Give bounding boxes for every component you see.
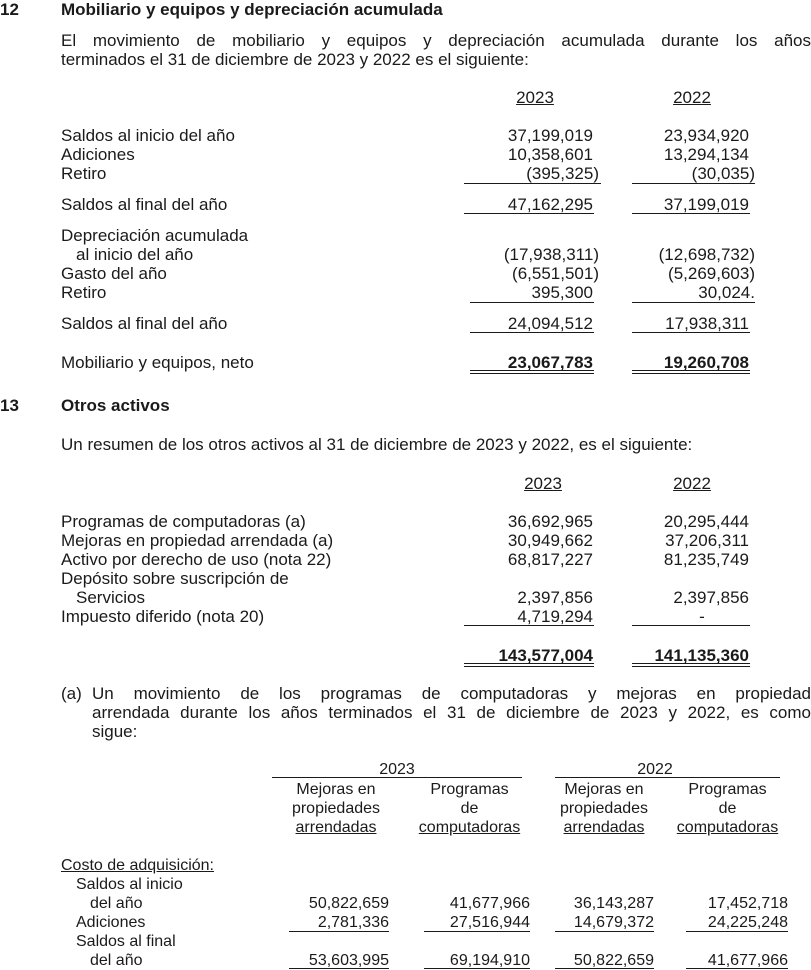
table-value: 17,452,718 [707, 895, 788, 912]
underline [289, 931, 389, 932]
col-header-mejoras: Mejoras en [296, 781, 376, 798]
note-line1: Un movimiento de los programas de computadoras y mejoras en propiedad [92, 684, 811, 703]
underline [632, 183, 755, 184]
underline [464, 625, 594, 626]
value-2023: 10,358,601 [507, 145, 593, 164]
row-label: Retiro [61, 164, 107, 183]
value-2022: 17,938,311 [665, 314, 749, 333]
col-header-programas: computadoras [418, 819, 521, 836]
row-label: Depósito sobre suscripción de [61, 569, 289, 588]
value-2023: 2,397,856 [517, 588, 593, 607]
row-label: al inicio del año [76, 245, 194, 264]
value-2022: (5,269,603) [668, 264, 755, 283]
row-label: Saldos al final del año [61, 314, 228, 333]
double-underline [632, 370, 750, 374]
table-value: 50,822,659 [308, 895, 389, 912]
value-2023: 68,817,227 [507, 550, 593, 569]
row-label: Depreciación acumulada [61, 226, 249, 245]
year-header-2022: 2022 [673, 474, 711, 493]
value-2023: 37,199,019 [507, 126, 593, 145]
underline [686, 931, 788, 932]
underline [632, 213, 750, 214]
value-2023: (6,551,501) [512, 264, 599, 283]
row-label: del año [90, 895, 143, 912]
value-2022: 23,934,920 [663, 126, 749, 145]
row-label: Retiro [61, 283, 107, 302]
section-12-intro-line2: terminados el 31 de diciembre de 2023 y 2022 es el siguiente: [61, 50, 529, 69]
double-underline [632, 663, 750, 667]
table-value: 27,516,944 [449, 914, 530, 931]
col-header-mejoras: arrendadas [563, 819, 645, 836]
value-2023: 4,719,294 [517, 607, 593, 626]
total-2023: 143,577,004 [498, 646, 593, 665]
col-header-programas: de [460, 800, 479, 817]
value-2022: 13,294,134 [663, 145, 749, 164]
row-label: Saldos al inicio del año [61, 126, 235, 145]
value-2023: 24,094,512 [507, 314, 593, 333]
table-value: 50,822,659 [573, 952, 654, 969]
total-2022: 141,135,360 [654, 646, 749, 665]
col-header-programas: Programas [430, 781, 509, 798]
double-underline [464, 663, 594, 667]
col-header-mejoras: arrendadas [295, 819, 377, 836]
underline [470, 332, 594, 333]
row-label: Adiciones [61, 145, 135, 164]
table-value: 41,677,966 [707, 952, 788, 969]
underline [632, 302, 755, 303]
col-header-programas: computadoras [676, 819, 779, 836]
row-label: Mejoras en propiedad arrendada (a) [61, 531, 334, 550]
total-2022: 19,260,708 [663, 353, 749, 372]
row-label: Saldos al inicio [76, 876, 183, 893]
table-year-2022: 2022 [637, 761, 673, 778]
row-label: del año [90, 952, 143, 969]
year-header-2023: 2023 [524, 474, 562, 493]
underline [464, 213, 594, 214]
value-2022: (30,035) [691, 164, 755, 183]
value-2023: 395,300 [531, 283, 593, 302]
table-value: 2,781,336 [317, 914, 389, 931]
table-value: 41,677,966 [449, 895, 530, 912]
value-2023: (395,325) [526, 164, 599, 183]
row-label: Activo por derecho de uso (nota 22) [61, 550, 332, 569]
section-13-title: Otros activos [61, 396, 170, 415]
note-marker: (a) [61, 684, 82, 703]
col-header-mejoras: propiedades [291, 800, 381, 817]
col-header-mejoras: Mejoras en [564, 781, 644, 798]
table-value: 53,603,995 [308, 952, 389, 969]
year-header-2022: 2022 [673, 88, 711, 107]
year-header-2023: 2023 [516, 88, 554, 107]
table-value: 24,225,248 [707, 914, 788, 931]
value-2023: 47,162,295 [507, 195, 593, 214]
row-label: Adiciones [76, 914, 146, 931]
table-value: 69,194,910 [449, 952, 530, 969]
underline [470, 302, 594, 303]
note-line2: arrendada durante los años terminados el 31 de diciembre de 2023 y 2022, es como [92, 703, 811, 722]
row-label: Servicios [76, 588, 145, 607]
section-12-title: Mobiliario y equipos y depreciación acumulada [61, 0, 443, 19]
underline [464, 183, 601, 184]
row-label: Gasto del año [61, 264, 167, 283]
double-underline [470, 370, 594, 374]
underline [632, 625, 750, 626]
value-2022: 30,024. [698, 283, 755, 302]
header-rule [555, 777, 780, 778]
table-value: 36,143,287 [573, 895, 654, 912]
value-2022: 81,235,749 [663, 550, 749, 569]
section-12-intro-line1: El movimiento de mobiliario y equipos y depreciación acumulada durante los años [61, 31, 811, 50]
value-2022: 37,199,019 [663, 195, 749, 214]
value-2023: 36,692,965 [507, 512, 593, 531]
row-label: Saldos al final del año [61, 195, 228, 214]
value-2023: (17,938,311) [503, 245, 599, 264]
value-2022: 37,206,311 [665, 531, 749, 550]
total-2023: 23,067,783 [507, 353, 593, 372]
underline [555, 931, 654, 932]
value-2023: 30,949,662 [507, 531, 593, 550]
section-13-number: 13 [0, 396, 19, 415]
underline [424, 931, 530, 932]
note-line3: sigue: [92, 722, 138, 741]
col-header-mejoras: propiedades [559, 800, 649, 817]
col-header-programas: Programas [688, 781, 767, 798]
row-label: Impuesto diferido (nota 20) [61, 607, 265, 626]
section-13-intro: Un resumen de los otros activos al 31 de diciembre de 2023 y 2022, es el siguiente: [61, 435, 693, 454]
header-rule [272, 777, 522, 778]
value-2022: 2,397,856 [673, 588, 749, 607]
table-value: 14,679,372 [573, 914, 654, 931]
col-header-programas: de [718, 800, 737, 817]
row-label: Programas de computadoras (a) [61, 512, 306, 531]
costo-heading: Costo de adquisición: [61, 857, 214, 874]
section-12-number: 12 [0, 0, 19, 19]
value-2022: (12,698,732) [658, 245, 755, 264]
row-label: Mobiliario y equipos, neto [61, 353, 254, 372]
value-2022: 20,295,444 [663, 512, 749, 531]
underline [632, 332, 750, 333]
table-year-2023: 2023 [379, 761, 415, 778]
value-2022: - [699, 607, 705, 626]
row-label: Saldos al final [76, 933, 176, 950]
